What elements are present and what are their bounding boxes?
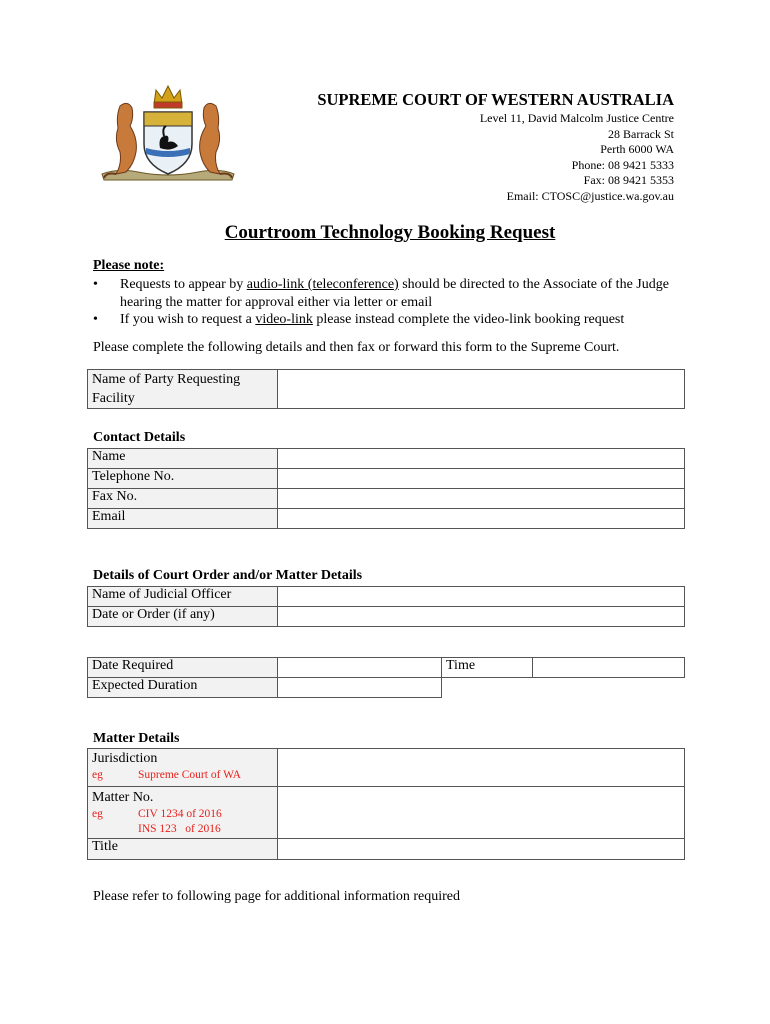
- fax-input[interactable]: [278, 489, 685, 509]
- audio-link-text: audio-link (teleconference): [246, 277, 399, 292]
- note-heading: Please note:: [93, 258, 165, 273]
- date-required-label: Date Required: [88, 658, 278, 678]
- expected-duration-input[interactable]: [278, 678, 442, 698]
- contact-name-label: Name: [88, 449, 278, 469]
- title-label: Title: [88, 839, 278, 860]
- party-input[interactable]: [278, 370, 685, 409]
- email-label: Email: [88, 509, 278, 529]
- bullet-icon: •: [93, 312, 98, 327]
- video-link-text: video-link: [255, 312, 313, 327]
- matter-no-input[interactable]: [278, 787, 685, 839]
- matter-no-example: eg CIV 1234 of 2016 INS 123 of 2016: [92, 808, 222, 835]
- instruction-text: Please complete the following details and then fax or forward this form to the Supreme Court.: [93, 340, 620, 355]
- date-required-input[interactable]: [278, 658, 442, 678]
- order-heading: Details of Court Order and/or Matter Details: [93, 568, 363, 583]
- party-label: Name of Party Requesting Facility: [88, 370, 278, 409]
- telephone-input[interactable]: [278, 469, 685, 489]
- order-date-input[interactable]: [278, 607, 685, 627]
- schedule-table: [87, 657, 685, 698]
- expected-duration-label: Expected Duration: [88, 678, 278, 698]
- court-name: SUPREME COURT OF WESTERN AUSTRALIA: [317, 90, 674, 109]
- note-item: • If you wish to request a video-link please instead complete the video-link booking request: [93, 312, 625, 327]
- matter-no-label-cell: [88, 787, 278, 839]
- jurisdiction-label-cell: [88, 749, 278, 787]
- coat-of-arms-icon: [98, 82, 238, 186]
- address-line: Perth 6000 WA: [600, 142, 674, 156]
- court-address: [480, 111, 674, 204]
- judicial-officer-label: Name of Judicial Officer: [88, 587, 278, 607]
- email-input[interactable]: [278, 509, 685, 529]
- order-table: [87, 586, 685, 627]
- telephone-label: Telephone No.: [88, 469, 278, 489]
- jurisdiction-input[interactable]: [278, 749, 685, 787]
- address-fax: Fax: 08 9421 5353: [583, 173, 674, 187]
- title-input[interactable]: [278, 839, 685, 860]
- document-title: Courtroom Technology Booking Request: [224, 222, 556, 243]
- matter-no-label: Matter No.: [92, 790, 154, 805]
- address-line: Level 11, David Malcolm Justice Centre: [479, 111, 674, 125]
- judicial-officer-input[interactable]: [278, 587, 685, 607]
- note-item: • Requests to appear by audio-link (teleconference) should be directed to the Associate of the Judge hearing the matter for approval either via letter or email: [93, 277, 669, 310]
- contact-heading: Contact Details: [93, 430, 186, 445]
- matter-heading: Matter Details: [93, 731, 180, 746]
- address-email: Email: CTOSC@justice.wa.gov.au: [506, 188, 674, 203]
- empty-cell: [442, 678, 533, 698]
- note-list: [93, 276, 693, 329]
- bullet-icon: •: [93, 277, 98, 292]
- address-line: 28 Barrack St: [608, 126, 674, 141]
- contact-table: [87, 448, 685, 529]
- jurisdiction-example: eg Supreme Court of WA: [92, 769, 241, 781]
- empty-cell: [533, 678, 685, 698]
- time-input[interactable]: [533, 658, 685, 678]
- address-phone: Phone: 08 9421 5333: [571, 157, 674, 172]
- party-table: [87, 369, 685, 409]
- fax-label: Fax No.: [88, 489, 278, 509]
- footer-note: Please refer to following page for additional information required: [93, 889, 460, 904]
- matter-table: [87, 748, 685, 860]
- time-label: Time: [442, 658, 533, 678]
- jurisdiction-label: Jurisdiction: [92, 751, 158, 766]
- contact-name-input[interactable]: [278, 449, 685, 469]
- order-date-label: Date or Order (if any): [88, 607, 278, 627]
